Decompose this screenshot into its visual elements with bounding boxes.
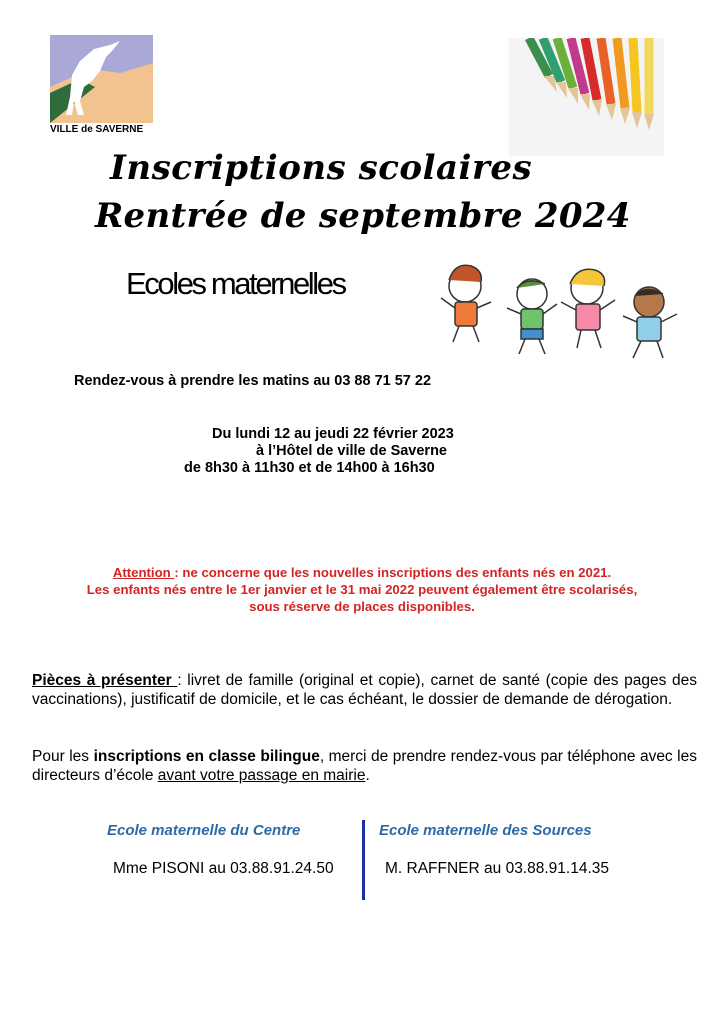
appointment-phone-line: Rendez-vous à prendre les matins au 03 88 71 57 22 [74, 373, 432, 389]
colored-pencils-image [509, 38, 664, 156]
bilingual-middle: , merci de prendre rendez-vous par téléphone avec les directeurs d’école [32, 748, 697, 784]
attention-label: Attention [112, 565, 175, 580]
attention-notice [20, 564, 704, 615]
bilingual-bold: inscriptions en classe bilingue [93, 748, 320, 765]
saverne-logo [50, 35, 153, 123]
title-line-1: Inscriptions scolaires [110, 148, 533, 188]
attention-line-2: Les enfants nés entre le 1er janvier et le 31 mai 2022 peuvent également être scolarisés, [86, 582, 638, 597]
school-sources-contact: M. RAFFNER au 03.88.91.14.35 [385, 860, 610, 877]
subtitle: Ecoles maternelles [126, 266, 345, 301]
dates-line: Du lundi 12 au jeudi 22 février 2023 [212, 426, 454, 442]
column-divider [362, 820, 365, 900]
bilingual-underlined: avant votre passage en mairie [157, 767, 366, 784]
attention-text: : ne concerne que les nouvelles inscriptions des enfants nés en 2021. [174, 565, 612, 580]
title-line-2: Rentrée de septembre 2024 [95, 196, 631, 236]
documents-text: : livret de famille (original et copie), carnet de santé (copie des pages des vaccinations), justificatif de domicile, et le cas échéant, le dossier de demande de dérogation. [32, 672, 698, 708]
dates-block [150, 426, 550, 477]
attention-line-1 [20, 564, 704, 581]
documents-paragraph [32, 671, 697, 709]
location-line: à l’Hôtel de ville de Saverne [256, 443, 447, 459]
school-centre-contact: Mme PISONI au 03.88.91.24.50 [113, 860, 334, 877]
logo-caption: VILLE de SAVERNE [50, 124, 144, 135]
children-illustration [437, 258, 689, 366]
hours-line: de 8h30 à 11h30 et de 14h00 à 16h30 [184, 460, 435, 476]
bilingual-intro: Pour les [32, 748, 94, 765]
documents-label: Pièces à présenter [32, 672, 178, 689]
bilingual-paragraph [32, 747, 697, 785]
school-sources-title: Ecole maternelle des Sources [379, 822, 592, 839]
school-centre-title: Ecole maternelle du Centre [107, 822, 301, 839]
attention-line-3: sous réserve de places disponibles. [249, 599, 475, 614]
bilingual-end: . [365, 767, 370, 784]
